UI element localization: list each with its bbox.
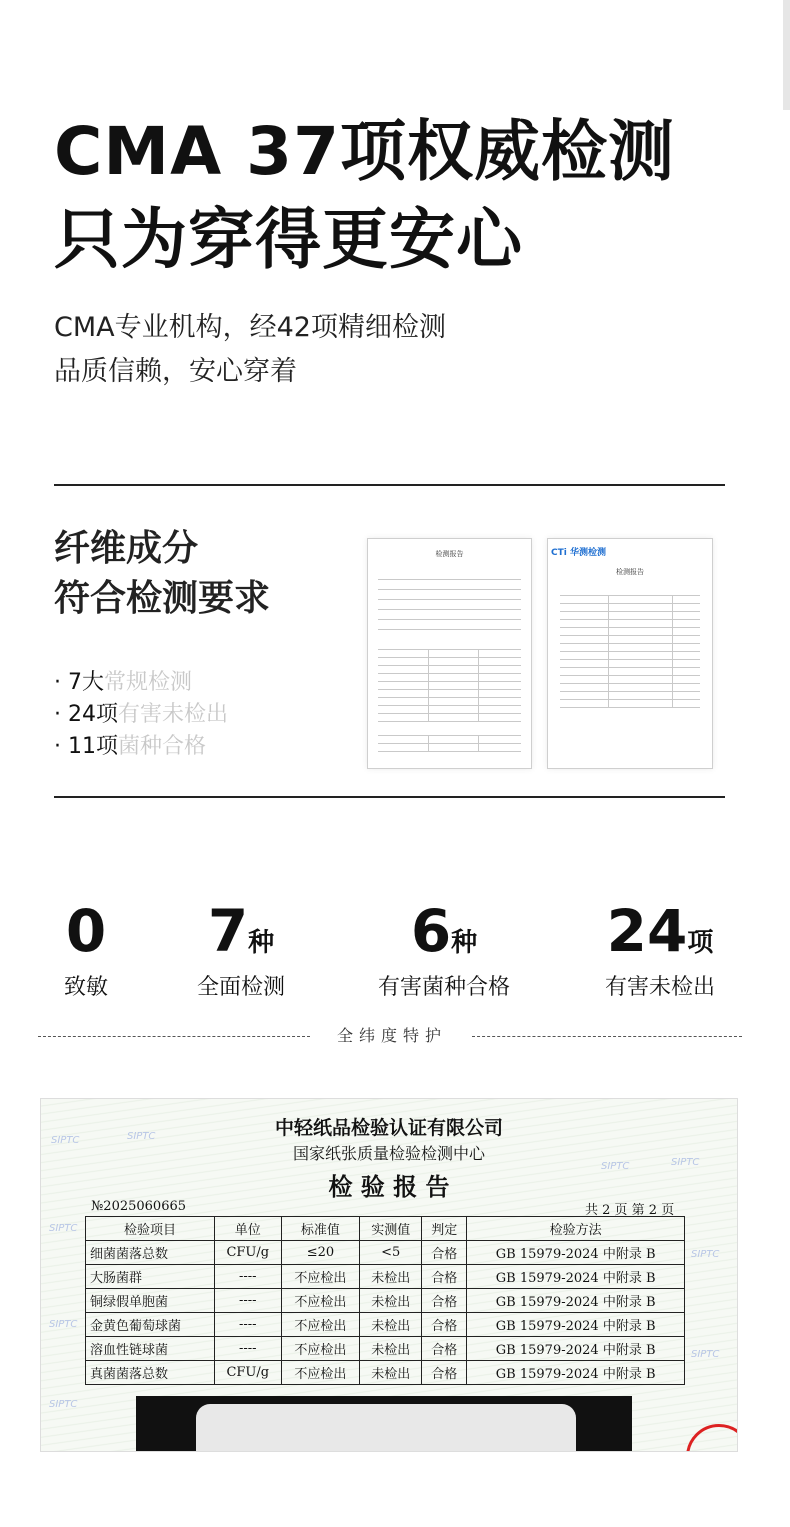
subtitle-line2: 品质信赖，安心穿着: [54, 356, 297, 387]
header-cell: 单位: [214, 1217, 281, 1241]
table-row: [86, 1337, 685, 1361]
watermark: SIPTC: [691, 1249, 720, 1260]
bullet-item: [54, 732, 206, 762]
table-cell: ----: [214, 1289, 281, 1313]
watermark: SIPTC: [691, 1349, 720, 1360]
table-cell: 合格: [422, 1337, 467, 1361]
stat-label: 有害未检出: [604, 975, 715, 1000]
watermark: SIPTC: [127, 1131, 156, 1142]
bullet-item: [54, 668, 192, 698]
stat-tests: [176, 897, 306, 1002]
inspection-report: [40, 1098, 738, 1452]
table-cell: CFU/g: [214, 1361, 281, 1385]
table-cell: 不应检出: [281, 1361, 360, 1385]
bullet-dim: 常规检测: [103, 670, 192, 695]
table-cell: ----: [214, 1337, 281, 1361]
dashed-line-right: [472, 1036, 742, 1037]
table-cell: <5: [360, 1241, 422, 1265]
doc2-title: 检测报告: [616, 568, 644, 576]
fiber-title-line2: 符合检测要求: [54, 578, 271, 619]
bullet-strong: · 7大: [54, 670, 104, 695]
table-cell: CFU/g: [214, 1241, 281, 1265]
watermark: SIPTC: [49, 1223, 78, 1234]
table-header-row: [86, 1217, 685, 1241]
doc1-title: 检测报告: [435, 550, 464, 558]
headline-line1: CMA 37项权威检测: [54, 113, 676, 190]
official-seal-stamp: [686, 1424, 738, 1452]
stat-unit: 种: [451, 928, 478, 958]
table-cell: GB 15979-2024 中附录 B: [467, 1241, 685, 1265]
bullet-item: [54, 700, 228, 730]
stat-label: 致敏: [63, 975, 108, 1000]
report-table: [85, 1216, 685, 1385]
divider-label: 全纬度特护: [336, 1026, 447, 1045]
right-edge-strip: [783, 0, 790, 110]
fiber-title-line1: 纤维成分: [54, 528, 199, 569]
header-cell: 判定: [422, 1217, 467, 1241]
table-cell: 溶血性链球菌: [86, 1337, 215, 1361]
test-report-thumbnail-1: [367, 538, 532, 769]
table-cell: 细菌菌落总数: [86, 1241, 215, 1265]
header-cell: 检验项目: [86, 1217, 215, 1241]
divider-top: [54, 484, 725, 486]
cti-logo: CTi 华测检测: [551, 548, 606, 558]
stat-unit: 种: [248, 928, 275, 958]
watermark: SIPTC: [49, 1399, 78, 1410]
stat-bacteria: [362, 897, 526, 1002]
stat-label: 有害菌种合格: [377, 975, 510, 1000]
table-cell: 未检出: [360, 1337, 422, 1361]
table-row: [86, 1265, 685, 1289]
table-cell: ----: [214, 1265, 281, 1289]
bullet-strong: · 11项: [54, 734, 118, 759]
table-cell: GB 15979-2024 中附录 B: [467, 1289, 685, 1313]
table-cell: GB 15979-2024 中附录 B: [467, 1337, 685, 1361]
report-title: 检 验 报 告: [328, 1172, 450, 1201]
bullet-strong: · 24项: [54, 702, 118, 727]
table-row: [86, 1361, 685, 1385]
table-cell: 未检出: [360, 1361, 422, 1385]
table-cell: ----: [214, 1313, 281, 1337]
table-cell: 合格: [422, 1241, 467, 1265]
table-cell: 合格: [422, 1313, 467, 1337]
stat-number: 7: [207, 897, 249, 965]
stat-allergy: [46, 897, 126, 1002]
report-number: №2025060665: [91, 1199, 187, 1214]
table-cell: 不应检出: [281, 1265, 360, 1289]
header-cell: 检验方法: [467, 1217, 685, 1241]
garment-image: [196, 1404, 576, 1452]
table-cell: GB 15979-2024 中附录 B: [467, 1361, 685, 1385]
bullet-dim: 菌种合格: [117, 734, 206, 759]
header-cell: 实测值: [360, 1217, 422, 1241]
table-cell: GB 15979-2024 中附录 B: [467, 1265, 685, 1289]
header-cell: 标准值: [281, 1217, 360, 1241]
stat-number: 24: [606, 897, 688, 965]
table-cell: 不应检出: [281, 1289, 360, 1313]
subtitle: [54, 306, 446, 394]
watermark: SIPTC: [671, 1157, 700, 1168]
watermark: SIPTC: [51, 1135, 80, 1146]
table-cell: 真菌菌落总数: [86, 1361, 215, 1385]
report-page: 共 2 页 第 2 页: [585, 1203, 675, 1218]
bullet-dim: 有害未检出: [117, 702, 228, 727]
watermark: SIPTC: [49, 1319, 78, 1330]
table-cell: 合格: [422, 1361, 467, 1385]
headline-line2: 只为穿得更安心: [54, 201, 523, 278]
stat-label: 全面检测: [196, 975, 285, 1000]
table-cell: 未检出: [360, 1313, 422, 1337]
report-center: 国家纸张质量检验检测中心: [292, 1144, 485, 1163]
subtitle-line1: CMA专业机构，经42项精细检测: [54, 312, 446, 343]
report-org: 中轻纸品检验认证有限公司: [274, 1117, 503, 1139]
table-cell: GB 15979-2024 中附录 B: [467, 1313, 685, 1337]
product-photo: [136, 1396, 632, 1452]
stat-unit: 项: [687, 928, 714, 958]
table-row: [86, 1289, 685, 1313]
dashed-line-left: [38, 1036, 310, 1037]
table-row: [86, 1313, 685, 1337]
table-cell: 未检出: [360, 1289, 422, 1313]
stat-number: 0: [65, 897, 107, 965]
fiber-title: [54, 524, 270, 624]
table-cell: 不应检出: [281, 1313, 360, 1337]
table-cell: 未检出: [360, 1265, 422, 1289]
table-cell: 铜绿假单胞菌: [86, 1289, 215, 1313]
test-report-thumbnail-2: [547, 538, 713, 769]
watermark: SIPTC: [601, 1161, 630, 1172]
table-cell: 不应检出: [281, 1337, 360, 1361]
headline: [54, 108, 675, 284]
divider-bottom: [54, 796, 725, 798]
table-row: [86, 1241, 685, 1265]
table-cell: 合格: [422, 1265, 467, 1289]
stat-harmful: [590, 897, 730, 1002]
table-cell: 合格: [422, 1289, 467, 1313]
stat-number: 6: [410, 897, 452, 965]
table-cell: 大肠菌群: [86, 1265, 215, 1289]
table-cell: ≤20: [281, 1241, 360, 1265]
table-cell: 金黄色葡萄球菌: [86, 1313, 215, 1337]
